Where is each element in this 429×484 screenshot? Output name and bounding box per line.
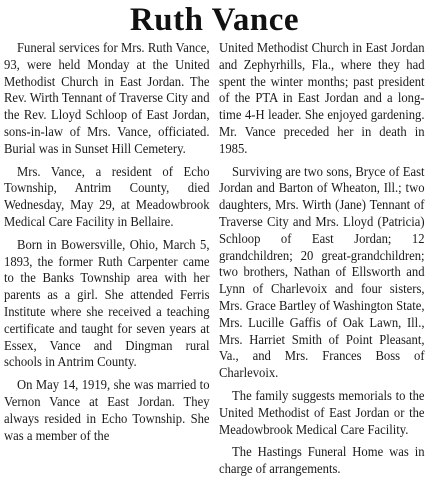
paragraph-marriage: On May 14, 1919, she was married to Vernon Vance at East Jordan. They always resided in Echo Township. She was a member of the	[4, 377, 210, 443]
paragraph-memorials: The family suggests memorials to the United Methodist of East Jordan or the Meadowbrook Medical Care Facility.	[219, 387, 425, 437]
paragraph-death-notice: Mrs. Vance, a resident of Echo Township, Antrim County, died Wednesday, May 29, at Meadowbrook Medical Care Facility in Bellaire.	[4, 163, 210, 229]
paragraph-arrangements: The Hastings Funeral Home was in charge of arrangements.	[219, 444, 425, 477]
right-column	[219, 40, 425, 484]
paragraph-funeral-services: Funeral services for Mrs. Ruth Vance, 93, were held Monday at the United Methodist Church in East Jordan. The Rev. Wirth Tennant of Traverse City and the Rev. Lloyd Schloop of East Jordan, sons-in-law of Mrs. Vance, officiated. Burial was in Sunset Hill Cemetery.	[4, 40, 210, 156]
paragraph-early-life: Born in Bowersville, Ohio, March 5, 1893, the former Ruth Carpenter came to the Banks Township area with her parents as a girl. She attended Ferris Institute where she received a teaching certificate and taught for seven years at Essex, Vance and Dingman rural schools in Antrim County.	[4, 236, 210, 370]
paragraph-memberships: United Methodist Church in East Jordan and Zephyrhills, Fla., where they had spent the winter months; past president of the PTA in East Jordan and a long-time 4-H leader. She enjoyed gardening. Mr. Vance preceded her in death in 1985.	[219, 40, 425, 156]
paragraph-survivors: Surviving are two sons, Bryce of East Jordan and Barton of Wheaton, Ill.; two daughters, Mrs. Wirth (Jane) Tennant of Traverse City and Mrs. Lloyd (Patricia) Schloop of East Jordan; 12 grandchildren; 20 great-grandchildren; two brothers, Nathan of Ellsworth and Lynn of Charlevoix and four sisters, Mrs. Grace Bartley of Washington State, Mrs. Lucille Gaffis of Oak Lawn, Ill., Mrs. Harriet Smith of Point Pleasant, Va., and Mrs. Frances Boss of Charlevoix.	[219, 163, 425, 381]
left-column	[4, 40, 210, 450]
obituary-headline: Ruth Vance	[129, 2, 300, 38]
